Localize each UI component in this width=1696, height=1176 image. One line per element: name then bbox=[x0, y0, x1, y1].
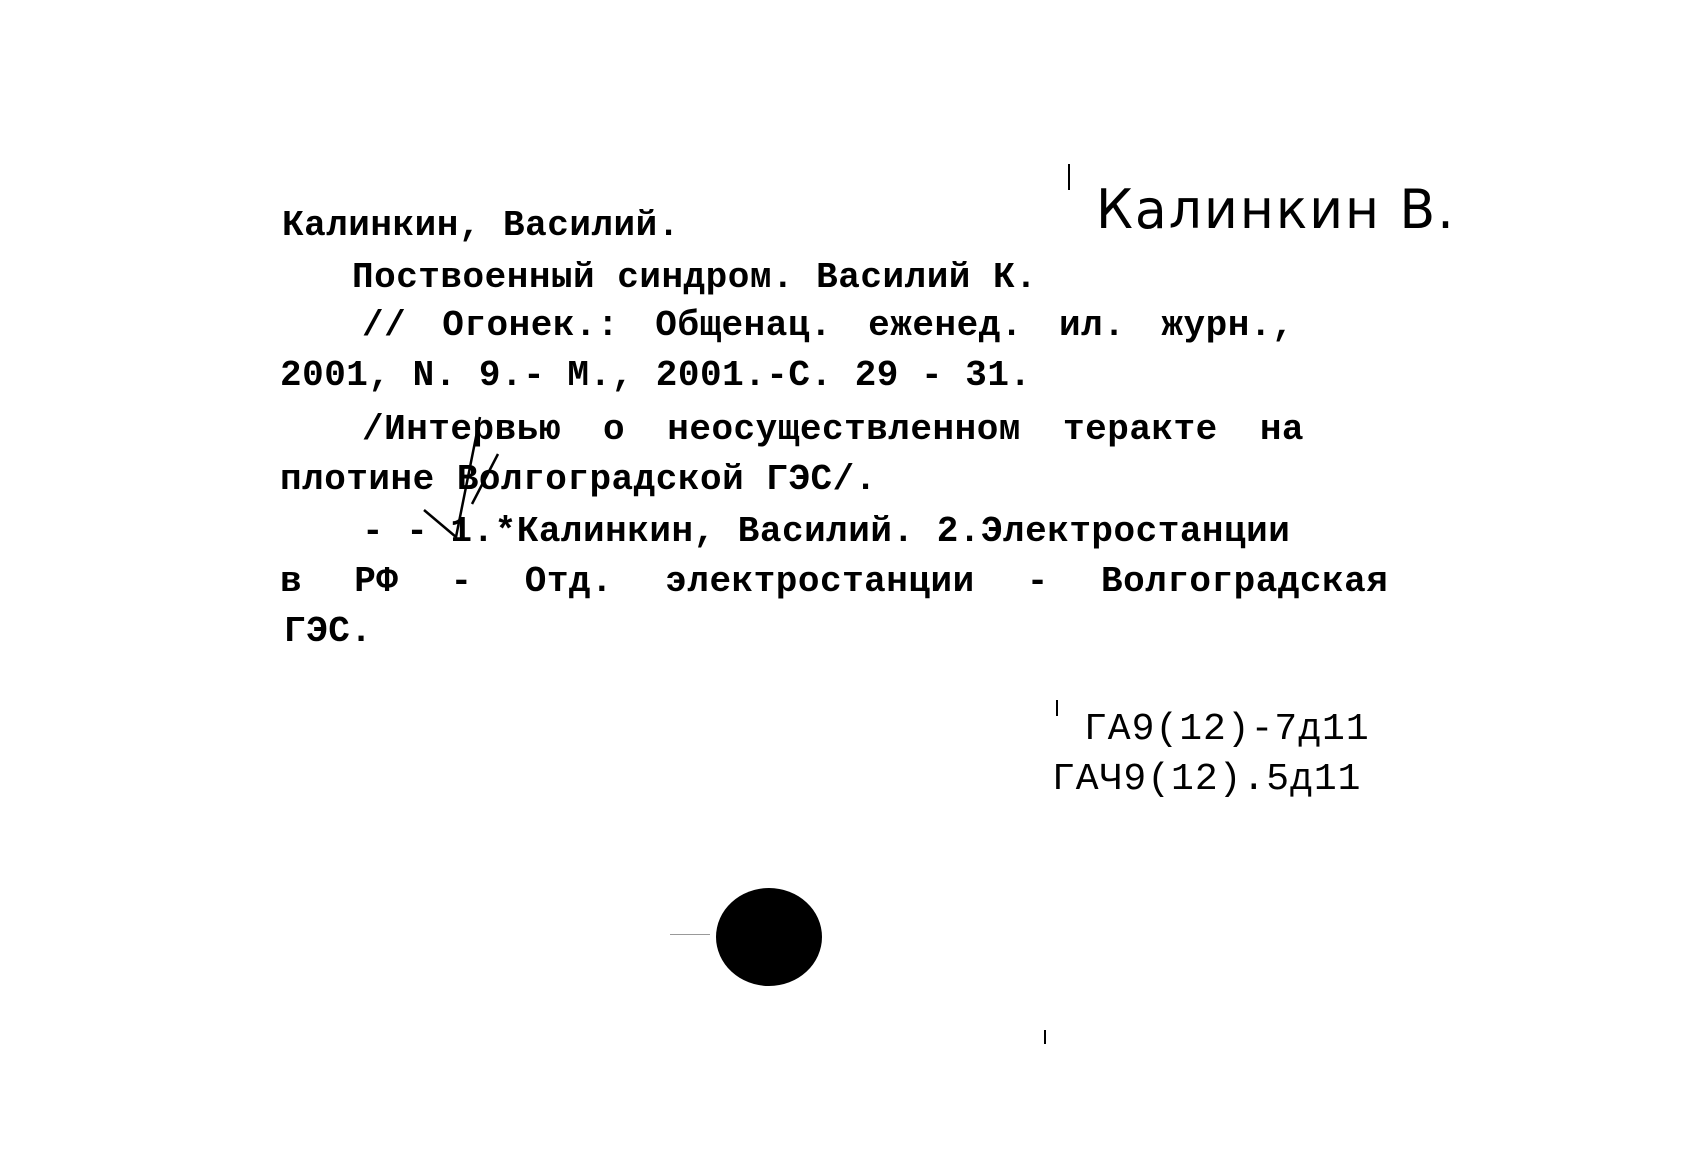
shelf-code-2: ГАЧ9(12).5д11 bbox=[1052, 758, 1362, 801]
scan-speck bbox=[670, 934, 710, 935]
handwritten-author: Калинкин В. bbox=[1096, 178, 1456, 242]
author-heading: Калинкин, Василий. bbox=[282, 205, 680, 246]
scan-speck bbox=[1044, 1030, 1046, 1044]
subjects-line-2: в РФ - Отд. электростанции - Волгоградская bbox=[280, 561, 1389, 602]
punched-hole bbox=[716, 888, 822, 986]
slash-mark-icon bbox=[468, 452, 508, 512]
source-line-1: // Огонек.: Общенац. еженед. ил. журн., bbox=[362, 305, 1295, 346]
scan-speck bbox=[1068, 164, 1070, 190]
subjects-line-1: - - 1.*Калинкин, Василий. 2.Электростанции bbox=[362, 511, 1291, 552]
title-line: Поствоенный синдром. Василий К. bbox=[352, 257, 1038, 298]
subjects-line-3: ГЭС. bbox=[284, 611, 373, 652]
scan-speck bbox=[1056, 700, 1058, 716]
source-line-2: 2001, N. 9.- М., 2001.-С. 29 - 31. bbox=[280, 355, 1032, 396]
annotation-line-1: /Интервью о неосуществленном теракте на bbox=[362, 409, 1305, 450]
annotation-line-2: плотине Волгоградской ГЭС/. bbox=[280, 459, 877, 500]
shelf-code-1: ГА9(12)-7д11 bbox=[1084, 708, 1370, 751]
